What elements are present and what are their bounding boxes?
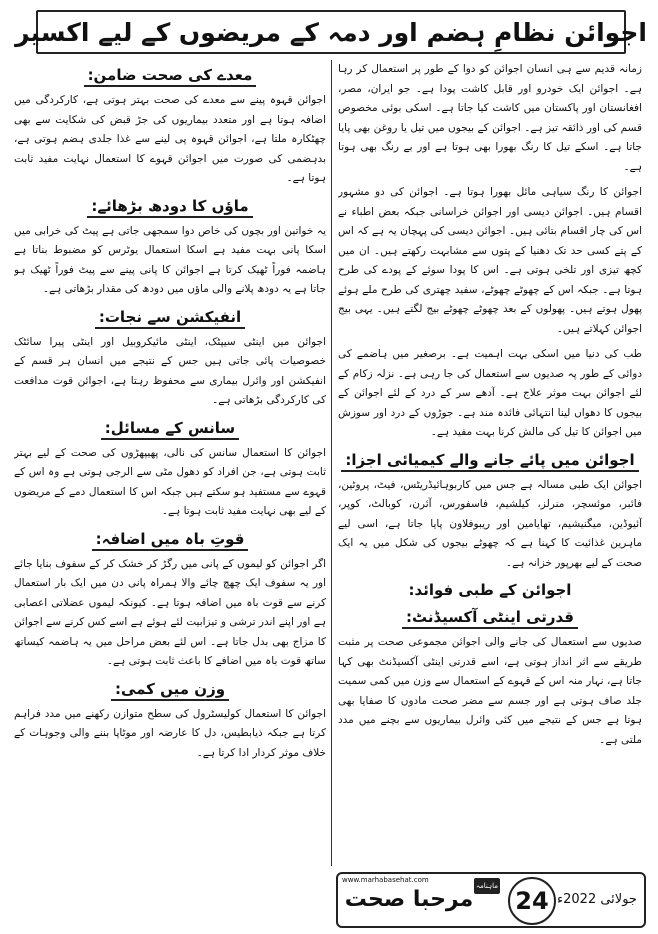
heading-text: قوتِ باہ میں اضافہ: (92, 530, 249, 551)
paragraph: یہ خواتین اور بچوں کی خاص دوا سمجھی جاتی ہے پیٹ کی خرابی میں اسکا پانی بہت مفید ہے اسکا استعمال یوٹرس کو مضبوط بناتا ہے ہاضمہ فوراً ٹھیک کرتا ہے اجوائن کا پانی پینے سے پیٹ فوراً ٹھیک ہو جاتا ہے یہ دودھ پلانے والی ماؤں میں دودھ کی مقدار بڑھاتی ہے۔ (14, 224, 326, 295)
column-divider (331, 60, 332, 866)
article-title: اجوائن نظامِ ہضم اور دمہ کے مریضوں کے لیے اکسیر (15, 17, 647, 47)
paragraph: اجوائن کا رنگ سیاہی مائل بھورا ہوتا ہے۔ اجوائن کی دو مشہور اقسام ہیں۔ اجوائن دیسی اور اجوائن خراسانی جبکہ بعض اطباء نے اس کی چار اقسام بتائی ہیں۔ اجوائن دیسی کی پہچان یہ ہے کہ اس کے پتے کسی حد تک دھنیا کے پتوں سے مشابہت رکھتے ہیں۔ ان میں کچھ تیزی اور تلخی ہوتی ہے۔ اس کا پودا سوئے کے پودے کی طرح ہوتا ہے۔ جبکہ اس کے چھوٹے چھوٹے، سفید چھتری کی طرح ملے ہوئے پھول ہوتے ہیں۔ پھولوں کے بعد چھوٹے چھوٹے بیج لگتے ہیں۔ یہی بیج اجوائن کہلاتے ہیں۔ (338, 186, 642, 335)
paragraph: اجوائن قہوہ پینے سے معدے کی صحت بہتر ہوتی ہے، کارکردگی میں اضافہ ہوتا ہے اور متعدد بیماریوں کی جڑ قبض کی شکایت سے بھی چھٹکارہ ملتا ہے، اجوائن قہوہ پی لینے سے غذا جلدی ہضم ہوتی ہے، بدہضمی کی صورت میں اجوائن قہوے کا استعمال نہایت مفید ثابت ہوتا ہے۔ (14, 94, 326, 184)
paragraph: طب کی دنیا میں اسکی بہت اہمیت ہے۔ برصغیر میں ہاضمے کی دوائی کے طور پہ صدیوں سے استعمال کی جا رہی ہے۔ نزلہ زکام کے لئے اجوائن بہت موثر علاج ہے۔ آدھے سر کے درد کے لئے اجوائن کے بیجوں کا دھواں لینا انتہائی فائدہ مند ہے۔ جوڑوں کے درد اور سوزش میں اجوائن کا تیل کی مالش کرنا بہت مفید ہے۔ (338, 348, 642, 438)
section-heading-stomach (14, 64, 326, 86)
section-heading-weight (14, 678, 326, 700)
right-column (338, 60, 642, 866)
monthly-badge: ماہنامہ (474, 878, 500, 894)
section-heading-benefits: اجوائن کے طبی فوائد: (408, 581, 572, 599)
paragraph: اجوائن ایک طبی مسالہ ہے جس میں کاربوہائیڈریٹس، فیٹ، پروٹین، فائبر، موئسچر، منرلز، کیلشیم، فاسفورس، آئرن، کوبالٹ، کوپر، آئیوڈین، میگنیشیم، تھایامین اور ریبوفلاون پایا جاتا ہے، اسی لیے ماہرین غذائیت کا کہنا ہے کہ چھوٹے بیجوں کی شکل میں یہ ایک صحت کے لیے بھرپور خزانہ ہے۔ (338, 478, 642, 569)
heading-text: وزن میں کمی: (111, 680, 229, 701)
section-heading-infection (14, 306, 326, 328)
paragraph: صدیوں سے استعمال کی جانے والی اجوائن مجموعی صحت پر مثبت طریقے سے اثر انداز ہوتی ہے، اسے قدرتی اینٹی آکسیڈنٹ بھی کہا جاتا ہے، نہار منہ اس کے قہوے کے استعمال سے وزن میں کمی سمیت جلد صاف ہوتی ہے اور جسم سے مضر صحت مادوں کا صفایا بھی ہوتا ہے جس کے نتیجے میں کئی وائرل بیماریوں سے بچنے میں مدد ملتی ہے۔ (338, 636, 642, 746)
paragraph: اجوائن کا استعمال کولیسٹرول کی سطح متوازن رکھنے میں مدد فراہم کرتا ہے جبکہ ذیابطیس، دل کا عارضہ اور موٹاپا بننے والی وجوہات کے خلاف موثر کردار ادا کرتا ہے۔ (14, 707, 326, 759)
heading-text: معدے کی صحت ضامن: (84, 66, 257, 87)
heading-text: انفیکشن سے نجات: (95, 308, 245, 329)
issue-date: جولائی 2022ء (557, 892, 637, 907)
section-heading-breath (14, 417, 326, 439)
website-url: www.marhabasehat.com (342, 876, 429, 884)
section-heading-vigor (14, 528, 326, 550)
heading-text: قدرتی اینٹی آکسیڈنٹ: (402, 608, 578, 629)
section-heading-chemicals (338, 449, 642, 471)
article-title-box (15, 10, 647, 54)
heading-text: ماؤں کا دودھ بڑھائے: (87, 197, 252, 218)
paragraph: اگر اجوائن کو لیموں کے پانی میں رگڑ کر خشک کر کے سفوف بنایا جائے اور یہ سفوف ایک چھچ چائے والا ہمراہ پانی دن میں ایک بار استعمال کرنے سے قوت باہ میں اضافہ ہوتا ہے۔ کیونکہ لیموں عضلاتی اعصابی ہے اور اپنے اندر ترشی و تیزابیت لئے ہوئے ہے اسے کس کرنے سے اجوائن کا مزاج بھی بدل جاتا ہے۔ اس لئے بعض مراحل میں یہ ہاضمہ کیساتھ ساتھ قوت باہ میں اضافے کا باعث ثابت ہوتی ہے۔ (14, 557, 326, 667)
magazine-footer (336, 872, 646, 928)
paragraph: اجوائن میں اینٹی سیپٹک، اینٹی مائیکروبیل اور اینٹی پیرا سائٹک خصوصیات پائی جاتی ہیں جس کے نتیجے میں انسان ہر قسم کے انفیکشن اور وائرل بیماری سے محفوظ رہتا ہے، اجوائن قوت مدافعت کی کارکردگی بڑھاتی ہے۔ (14, 335, 326, 406)
paragraph: زمانہ قدیم سے ہی انسان اجوائن کو دوا کے طور پر استعمال کر رہا ہے۔ اجوائن ایک خودرو اور قابل کاشت پودا ہے۔ جو ایران، مصر، افغانستان اور پاکستان میں کاشت کیا جاتا ہے۔ اسکی بوئی مخصوص قسم کی اور ذائقہ تیز ہے۔ اجوائن کے بیجوں میں تیل یا روغن بھی پایا جاتا ہے۔ اسکے تیل کا رنگ بھورا بھی ہوتا ہے اور بے رنگ بھی ہوتا ہے۔ (338, 63, 642, 173)
magazine-logo: مرحبا صحت (344, 887, 474, 912)
section-heading-antioxidant (338, 606, 642, 628)
section-heading-milk (14, 195, 326, 217)
heading-text: اجوائن میں پائے جانے والے کیمیائی اجزا: (341, 451, 638, 472)
heading-text: سانس کے مسائل: (101, 419, 239, 440)
left-column (14, 60, 326, 866)
page-number: 24 (508, 877, 556, 925)
paragraph: اجوائن کا استعمال سانس کی نالی، پھیپھڑوں کی صحت کے لیے بہتر ثابت ہوتی ہے، جن افراد کو دھول مٹی سے الرجی ہوتی ہے وہ اس کے قہوے سے مستفید ہو سکتے ہیں جبکہ اس کا استعمال دمے کے مریضوں کے لیے بھی نہایت مفید ثابت ہوتا ہے۔ (14, 446, 326, 517)
